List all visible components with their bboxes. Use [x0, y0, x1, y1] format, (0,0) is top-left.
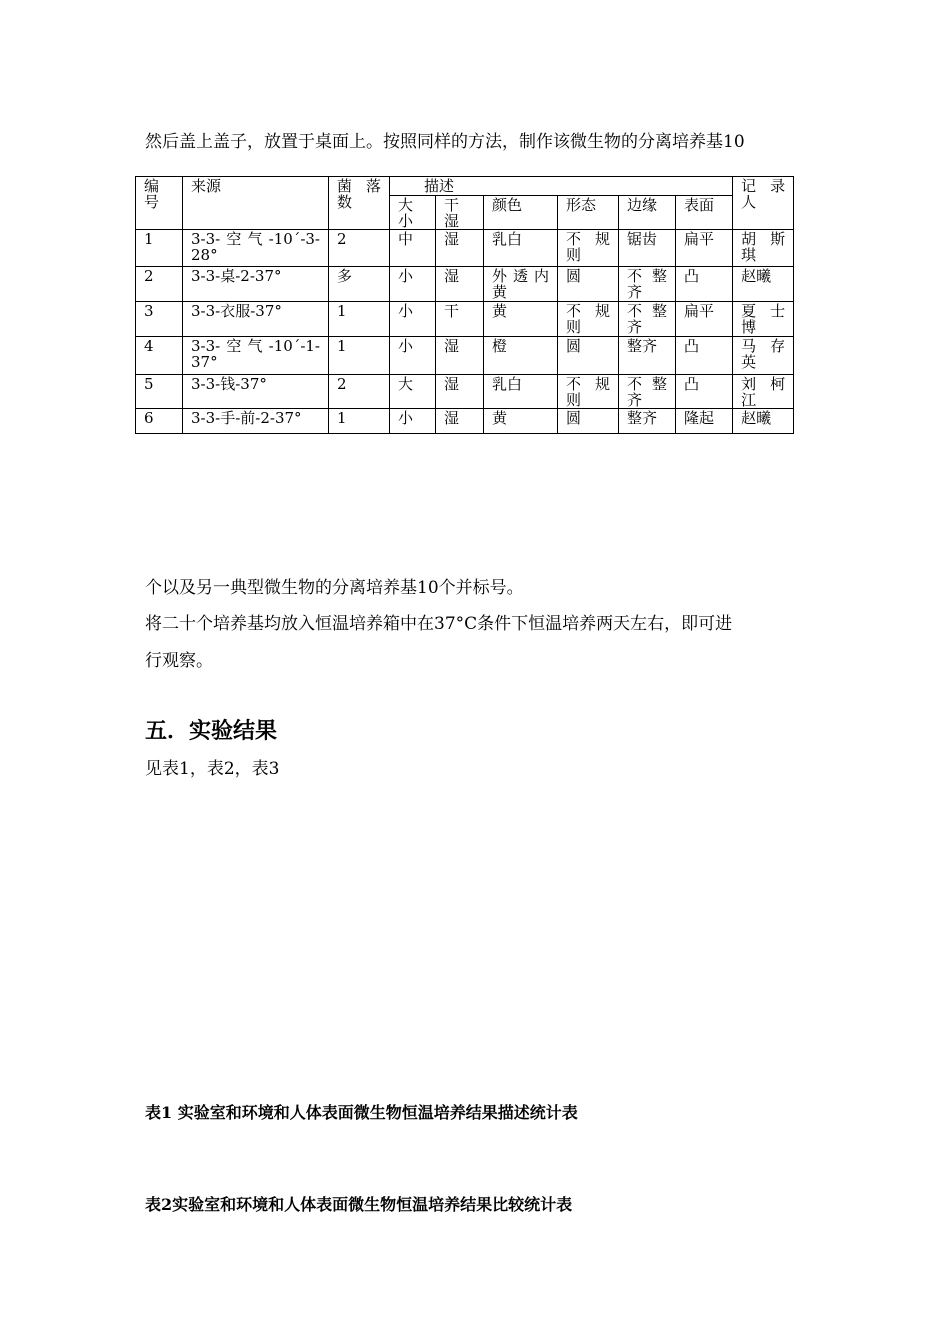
- cell-no: 6: [136, 409, 183, 434]
- cell-size: 中: [390, 230, 436, 267]
- cell-dry: 湿: [436, 409, 484, 434]
- cell-size: 小: [390, 409, 436, 434]
- cell-shape: 不规 则: [558, 375, 619, 409]
- header-size: 大 小: [390, 196, 436, 230]
- cell-source: 3-3-桌-2-37°: [183, 267, 329, 302]
- cell-recorder: 胡斯 琪: [733, 230, 794, 267]
- header-source: 来源: [183, 177, 329, 230]
- cell-count: 多: [329, 267, 390, 302]
- section-heading: 五．实验结果: [145, 718, 278, 744]
- table-header-row: [136, 177, 794, 196]
- table-caption-1: 表1 实验室和环境和人体表面微生物恒温培养结果描述统计表: [145, 1103, 578, 1122]
- table-row: [136, 267, 794, 302]
- cell-no: 1: [136, 230, 183, 267]
- cell-surface: 扁平: [676, 230, 733, 267]
- section-text: 见表1，表2，表3: [145, 759, 280, 779]
- cell-no: 5: [136, 375, 183, 409]
- cell-size: 大: [390, 375, 436, 409]
- cell-color: 外透内 黄: [484, 267, 558, 302]
- cell-source: 3-3-衣服-37°: [183, 302, 329, 337]
- cell-surface: 凸: [676, 375, 733, 409]
- header-count: 菌落 数: [329, 177, 390, 230]
- cell-surface: 凸: [676, 337, 733, 375]
- table-row: [136, 337, 794, 375]
- table-row: [136, 230, 794, 267]
- colony-table: [135, 176, 794, 434]
- cell-surface: 扁平: [676, 302, 733, 337]
- cell-edge: 锯齿: [619, 230, 676, 267]
- cell-edge: 不整 齐: [619, 267, 676, 302]
- cell-recorder: 赵曦: [733, 409, 794, 434]
- cell-dry: 湿: [436, 230, 484, 267]
- header-edge: 边缘: [619, 196, 676, 230]
- cell-count: 1: [329, 409, 390, 434]
- cell-shape: 圆: [558, 337, 619, 375]
- table-row: [136, 409, 794, 434]
- cell-source: 3-3-钱-37°: [183, 375, 329, 409]
- cell-surface: 凸: [676, 267, 733, 302]
- cell-recorder: 刘柯 江: [733, 375, 794, 409]
- cell-size: 小: [390, 267, 436, 302]
- intro-line: 然后盖上盖子，放置于桌面上。按照同样的方法，制作该微生物的分离培养基10: [145, 132, 745, 152]
- header-no: 编 号: [136, 177, 183, 230]
- header-recorder: 记录 人: [733, 177, 794, 230]
- cell-shape: 圆: [558, 267, 619, 302]
- paragraph-line: 个以及另一典型微生物的分离培养基10个并标号。: [145, 578, 524, 598]
- cell-color: 橙: [484, 337, 558, 375]
- cell-no: 3: [136, 302, 183, 337]
- cell-dry: 湿: [436, 267, 484, 302]
- table-caption-2: 表2实验室和环境和人体表面微生物恒温培养结果比较统计表: [145, 1195, 573, 1214]
- cell-dry: 湿: [436, 337, 484, 375]
- cell-no: 4: [136, 337, 183, 375]
- cell-recorder: 夏士 博: [733, 302, 794, 337]
- table-row: [136, 302, 794, 337]
- cell-dry: 湿: [436, 375, 484, 409]
- cell-color: 黄: [484, 409, 558, 434]
- cell-edge: 整齐: [619, 409, 676, 434]
- cell-count: 1: [329, 302, 390, 337]
- cell-shape: 不规 则: [558, 302, 619, 337]
- paragraph-line: 将二十个培养基均放入恒温培养箱中在37°C条件下恒温培养两天左右，即可进: [145, 614, 733, 634]
- header-color: 颜色: [484, 196, 558, 230]
- header-description: 描述: [390, 177, 733, 196]
- cell-source: 3-3-手-前-2-37°: [183, 409, 329, 434]
- cell-source: 3-3-空气-10´-3- 28°: [183, 230, 329, 267]
- table-row: [136, 375, 794, 409]
- cell-source: 3-3-空气-10´-1- 37°: [183, 337, 329, 375]
- cell-count: 2: [329, 230, 390, 267]
- cell-color: 乳白: [484, 230, 558, 267]
- cell-color: 乳白: [484, 375, 558, 409]
- cell-edge: 整齐: [619, 337, 676, 375]
- cell-color: 黄: [484, 302, 558, 337]
- cell-size: 小: [390, 302, 436, 337]
- cell-no: 2: [136, 267, 183, 302]
- cell-count: 1: [329, 337, 390, 375]
- cell-recorder: 赵曦: [733, 267, 794, 302]
- paragraph-line: 行观察。: [145, 651, 213, 671]
- header-dry: 干 湿: [436, 196, 484, 230]
- header-surface: 表面: [676, 196, 733, 230]
- cell-surface: 隆起: [676, 409, 733, 434]
- cell-recorder: 马存 英: [733, 337, 794, 375]
- cell-dry: 干: [436, 302, 484, 337]
- cell-shape: 不规 则: [558, 230, 619, 267]
- header-shape: 形态: [558, 196, 619, 230]
- cell-shape: 圆: [558, 409, 619, 434]
- cell-edge: 不整 齐: [619, 302, 676, 337]
- cell-count: 2: [329, 375, 390, 409]
- cell-edge: 不整 齐: [619, 375, 676, 409]
- cell-size: 小: [390, 337, 436, 375]
